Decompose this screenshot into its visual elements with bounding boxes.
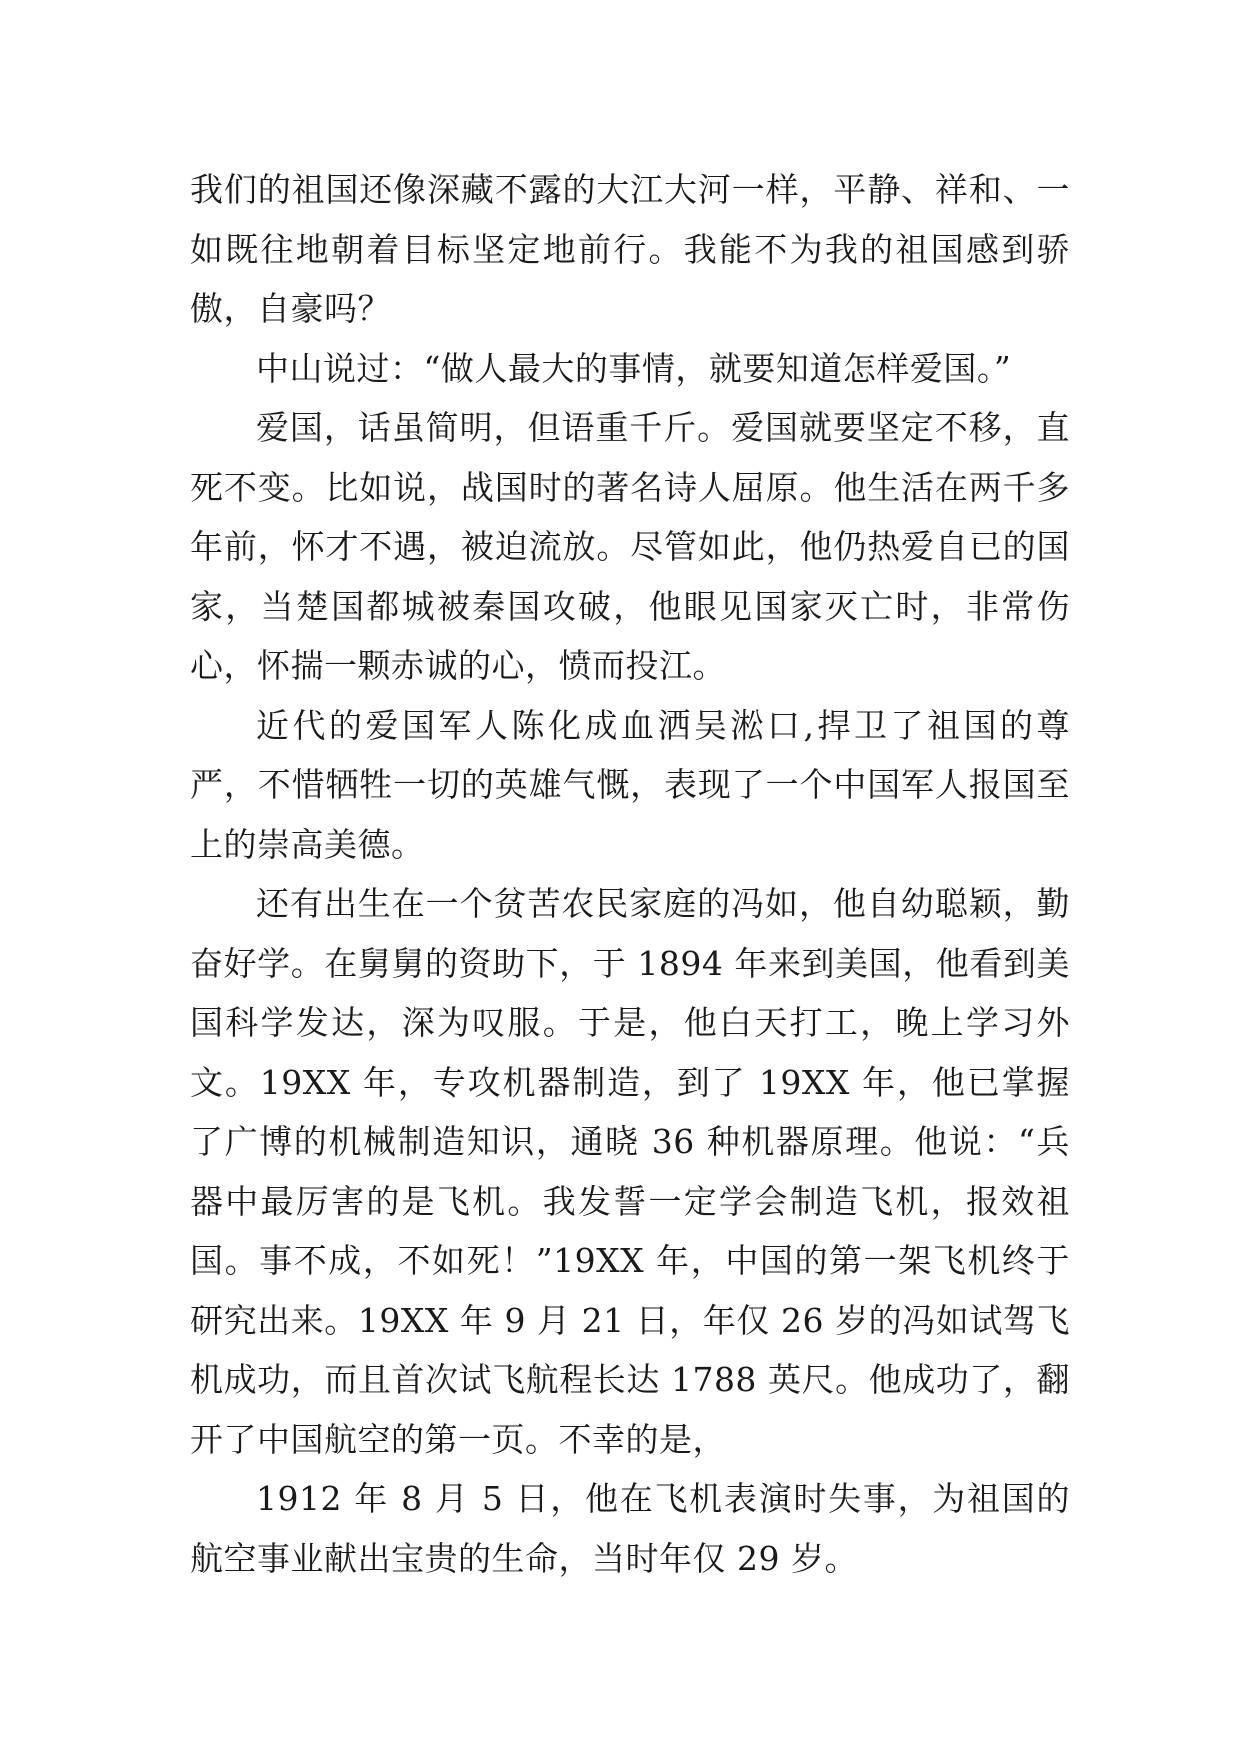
paragraph-4: 近代的爱国军人陈化成血洒吴淞口,捍卫了祖国的尊严，不惜牺牲一切的英雄气慨，表现了一个中国军人报国至上的崇高美德。 [190,705,1070,864]
paragraph-1: 我们的祖国还像深藏不露的大江大河一样，平静、祥和、一如既往地朝着目标坚定地前行。我能不为我的祖国感到骄傲，自豪吗？ [190,170,1070,328]
paragraph-3: 爱国，话虽简明，但语重千斤。爱国就要坚定不移，直死不变。比如说，战国时的著名诗人屈原。他生活在两千多年前，怀才不遇，被迫流放。尽管如此，他仍热爱自已的国家，当楚国都城被秦国攻破，他眼见国家灭亡时，非常伤心，怀揣一颗赤诚的心，愤而投江。 [190,408,1070,685]
paragraph-2: 中山说过：“做人最大的事情，就要知道怎样爱国。” [256,348,1012,388]
paragraph-5: 还有出生在一个贫苦农民家庭的冯如，他自幼聪颖，勤奋好学。在舅舅的资助下，于 1894 年来到美国，他看到美国科学发达，深为叹服。于是，他白天打工，晚上学习外文。19XX 年，专攻机器制造，到了 19XX 年，他已掌握了广博的机械制造知识，通晓 36 种机器原理。他说：“兵器中最厉害的是飞机。我发誓一定学会制造飞机，报效祖国。事不成，不如死！”19XX 年，中国的第一架飞机终于研究出来。19XX 年 9 月 21 日，年仅 26 岁的冯如试驾飞机成功，而且首次试飞航程长达 1788 英尺。他成功了，翻开了中国航空的第一页。不幸的是， [190,884,1070,1459]
paragraph-6: 1912 年 8 月 5 日，他在飞机表演时失事，为祖国的航空事业献出宝贵的生命，当时年仅 29 岁。 [190,1479,1070,1578]
document-body [190,160,1070,1588]
